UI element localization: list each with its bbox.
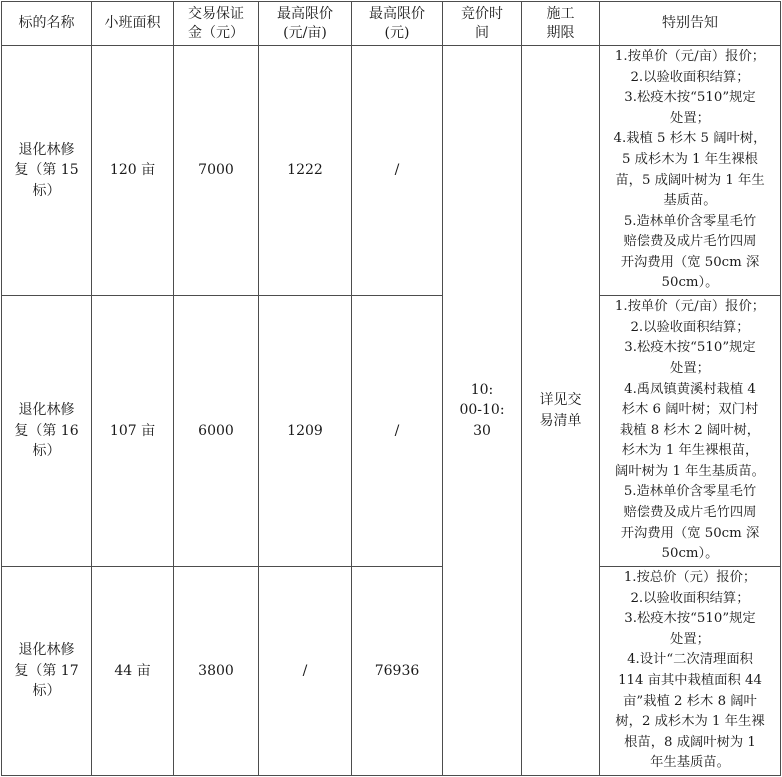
notice-line: 基质苗。 bbox=[663, 193, 717, 209]
header-cell bbox=[352, 2, 443, 46]
max-price-total: / bbox=[394, 422, 400, 439]
header-cell bbox=[443, 2, 522, 46]
header-cell bbox=[259, 2, 352, 46]
notice-line: 2.以验收面积结算； bbox=[630, 69, 750, 85]
notice-line: 杉木 6 阔叶树；双门村 bbox=[621, 402, 759, 418]
notice-line: 栽植 8 杉木 2 阔叶树， bbox=[619, 422, 761, 438]
notice-line: 根苗，8 成阔叶树为 1 bbox=[624, 734, 756, 750]
header-label: 最高限价 (元/亩) bbox=[277, 5, 333, 41]
notice-line: 赔偿费及成片毛竹四周 bbox=[623, 505, 757, 521]
lot-name-cell bbox=[2, 46, 92, 296]
notice-line: 阔叶树为 1 年生基质苗。 bbox=[615, 463, 765, 479]
deposit: 6000 bbox=[198, 422, 234, 439]
header-label: 特别告知 bbox=[662, 15, 718, 31]
notice-line: 1.按总价（元）报价； bbox=[623, 570, 757, 586]
area: 120 亩 bbox=[109, 162, 156, 179]
header-label: 交易保证 金（元） bbox=[188, 5, 244, 41]
notice-cell bbox=[600, 296, 781, 567]
notice-line: 4.禹凤镇黄溪村栽植 4 bbox=[624, 381, 756, 397]
max-price-per-mu: / bbox=[302, 662, 308, 679]
notice-line: 2.以验收面积结算； bbox=[630, 319, 750, 335]
area-cell bbox=[92, 296, 174, 567]
notice-line: 50cm）。 bbox=[661, 275, 719, 291]
notice-line: 处置； bbox=[670, 360, 710, 376]
header-label: 标的名称 bbox=[18, 15, 75, 31]
area-cell bbox=[92, 46, 174, 296]
lot-name: 退化林修 复（第 17 标） bbox=[14, 642, 79, 700]
bid-time: 10: 00-10: 30 bbox=[459, 381, 505, 439]
notice-line: 2.以验收面积结算； bbox=[630, 590, 750, 606]
notice-cell bbox=[600, 567, 781, 776]
header-row bbox=[2, 2, 781, 46]
lot-name-cell bbox=[2, 567, 92, 776]
construction-period: 详见交 易清单 bbox=[539, 392, 582, 429]
max-price-per-mu-cell bbox=[259, 567, 352, 776]
notice-line: 开沟费用（宽 50cm 深 bbox=[620, 254, 760, 270]
lot-name: 退化林修 复（第 16 标） bbox=[14, 402, 79, 460]
notice-line: 114 亩其中栽植面积 44 bbox=[618, 673, 762, 688]
notice-line: 开沟费用（宽 50cm 深 bbox=[620, 525, 760, 541]
notice-line: 3.松疫木按“510”规定 bbox=[624, 611, 756, 627]
area: 107 亩 bbox=[109, 422, 156, 439]
lot-name-cell bbox=[2, 296, 92, 567]
bid-time-cell bbox=[443, 46, 522, 776]
table-row bbox=[2, 296, 781, 567]
max-price-total-cell bbox=[352, 296, 443, 567]
notice-line: 赔偿费及成片毛竹四周 bbox=[623, 234, 757, 250]
area-cell bbox=[92, 567, 174, 776]
max-price-total-cell bbox=[352, 567, 443, 776]
construction-period-cell bbox=[522, 46, 600, 776]
header-cell bbox=[2, 2, 92, 46]
notice-line: 4.设计“二次清理面积 bbox=[627, 652, 753, 668]
header-label: 竞价时 间 bbox=[461, 5, 503, 41]
header-cell bbox=[522, 2, 600, 46]
deposit-cell bbox=[174, 46, 259, 296]
header-cell bbox=[600, 2, 781, 46]
table-row bbox=[2, 567, 781, 776]
notice-line: 亩”栽植 2 杉木 8 阔叶 bbox=[623, 693, 757, 709]
max-price-per-mu-cell bbox=[259, 296, 352, 567]
notice-line: 4.栽植 5 杉木 5 阔叶树， bbox=[613, 131, 767, 147]
bid-table bbox=[1, 1, 781, 776]
notice-line: 树，2 成杉木为 1 年生裸 bbox=[615, 714, 765, 730]
deposit-cell bbox=[174, 567, 259, 776]
area: 44 亩 bbox=[114, 662, 151, 679]
max-price-per-mu: 1222 bbox=[287, 162, 323, 179]
notice-line: 3.松疫木按“510”规定 bbox=[624, 340, 756, 356]
header-label: 最高限价 (元) bbox=[369, 5, 425, 41]
header-cell bbox=[174, 2, 259, 46]
max-price-per-mu: 1209 bbox=[287, 422, 323, 439]
header-cell bbox=[92, 2, 174, 46]
max-price-total: 76936 bbox=[374, 662, 420, 679]
deposit-cell bbox=[174, 296, 259, 567]
max-price-total: / bbox=[394, 162, 400, 179]
deposit: 7000 bbox=[198, 162, 234, 179]
header-label: 施工 期限 bbox=[546, 5, 575, 41]
max-price-total-cell bbox=[352, 46, 443, 296]
notice-line: 苗，5 成阔叶树为 1 年生 bbox=[615, 172, 765, 188]
notice-line: 杉木为 1 年生裸根苗， bbox=[621, 443, 759, 459]
notice-line: 1.按单价（元/亩）报价； bbox=[614, 299, 766, 315]
notice-line: 年生基质苗。 bbox=[650, 755, 730, 771]
notice-line: 5.造林单价含零星毛竹 bbox=[623, 484, 757, 500]
max-price-per-mu-cell bbox=[259, 46, 352, 296]
notice-line: 3.松疫木按“510”规定 bbox=[624, 90, 756, 106]
notice-cell bbox=[600, 46, 781, 296]
header-label: 小班面积 bbox=[104, 15, 161, 31]
table-row bbox=[2, 46, 781, 296]
notice-line: 5 成杉木为 1 年生裸根 bbox=[622, 151, 758, 167]
notice-line: 50cm）。 bbox=[661, 546, 719, 562]
lot-name: 退化林修 复（第 15 标） bbox=[14, 141, 79, 199]
notice-line: 5.造林单价含零星毛竹 bbox=[623, 213, 757, 229]
notice-line: 处置； bbox=[670, 631, 710, 647]
notice-line: 1.按单价（元/亩）报价； bbox=[614, 48, 766, 64]
deposit: 3800 bbox=[198, 662, 234, 679]
notice-line: 处置； bbox=[670, 110, 710, 126]
